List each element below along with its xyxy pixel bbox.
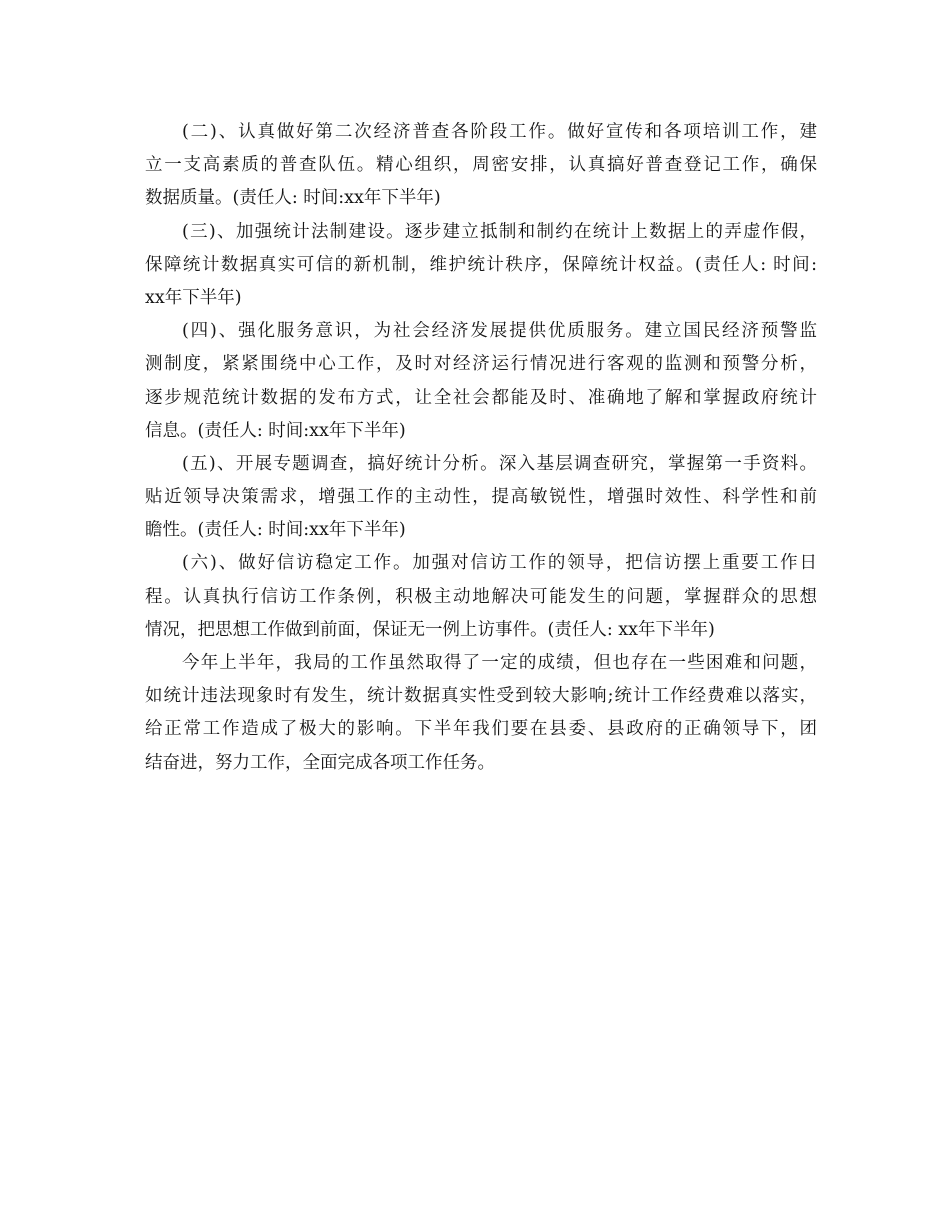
paragraph-census bbox=[145, 116, 817, 216]
document-body bbox=[145, 116, 817, 780]
text-line: xx年下半年) bbox=[145, 287, 242, 308]
text-line: 程。认真执行信访工作条例，积极主动地解决可能发生的问题，掌握群众的思想 bbox=[145, 586, 817, 607]
text-line: 测制度，紧紧围绕中心工作，及时对经济运行情况进行客观的监测和预警分析， bbox=[145, 354, 817, 375]
paragraph-petition bbox=[145, 547, 817, 647]
paragraph-legal-system bbox=[145, 216, 817, 316]
text-line: 立一支高素质的普查队伍。精心组织，周密安排，认真搞好普查登记工作，确保 bbox=[145, 155, 817, 176]
paragraph-summary bbox=[145, 647, 817, 780]
text-line: 情况，把思想工作做到前面，保证无一例上访事件。(责任人: xx年下半年) bbox=[145, 619, 715, 640]
text-line: 保障统计数据真实可信的新机制，维护统计秩序，保障统计权益。(责任人: 时间: bbox=[145, 254, 817, 275]
text-line: (六)、做好信访稳定工作。加强对信访工作的领导，把信访摆上重要工作日 bbox=[182, 553, 817, 574]
text-line: 如统计违法现象时有发生，统计数据真实性受到较大影响;统计工作经费难以落实， bbox=[145, 686, 817, 707]
text-line: 瞻性。(责任人: 时间:xx年下半年) bbox=[145, 520, 406, 541]
text-line: 今年上半年，我局的工作虽然取得了一定的成绩，但也存在一些困难和问题， bbox=[182, 653, 817, 673]
text-line: 贴近领导决策需求，增强工作的主动性，提高敏锐性，增强时效性、科学性和前 bbox=[145, 487, 817, 508]
text-line: 信息。(责任人: 时间:xx年下半年) bbox=[145, 420, 406, 441]
text-line: 数据质量。(责任人: 时间:xx年下半年) bbox=[145, 188, 441, 209]
text-line: 逐步规范统计数据的发布方式，让全社会都能及时、准确地了解和掌握政府统计 bbox=[145, 387, 817, 408]
paragraph-survey bbox=[145, 448, 817, 548]
paragraph-service bbox=[145, 315, 817, 448]
text-line: 结奋进，努力工作，全面完成各项工作任务。 bbox=[145, 752, 495, 773]
text-line: (二)、认真做好第二次经济普查各阶段工作。做好宣传和各项培训工作，建 bbox=[182, 122, 817, 142]
text-line: (五)、开展专题调查，搞好统计分析。深入基层调查研究，掌握第一手资料。 bbox=[182, 453, 817, 474]
text-line: (四)、强化服务意识，为社会经济发展提供优质服务。建立国民经济预警监 bbox=[182, 321, 817, 342]
text-line: (三)、加强统计法制建设。逐步建立抵制和制约在统计上数据上的弄虚作假， bbox=[182, 221, 817, 242]
text-line: 给正常工作造成了极大的影响。下半年我们要在县委、县政府的正确领导下，团 bbox=[145, 719, 817, 740]
